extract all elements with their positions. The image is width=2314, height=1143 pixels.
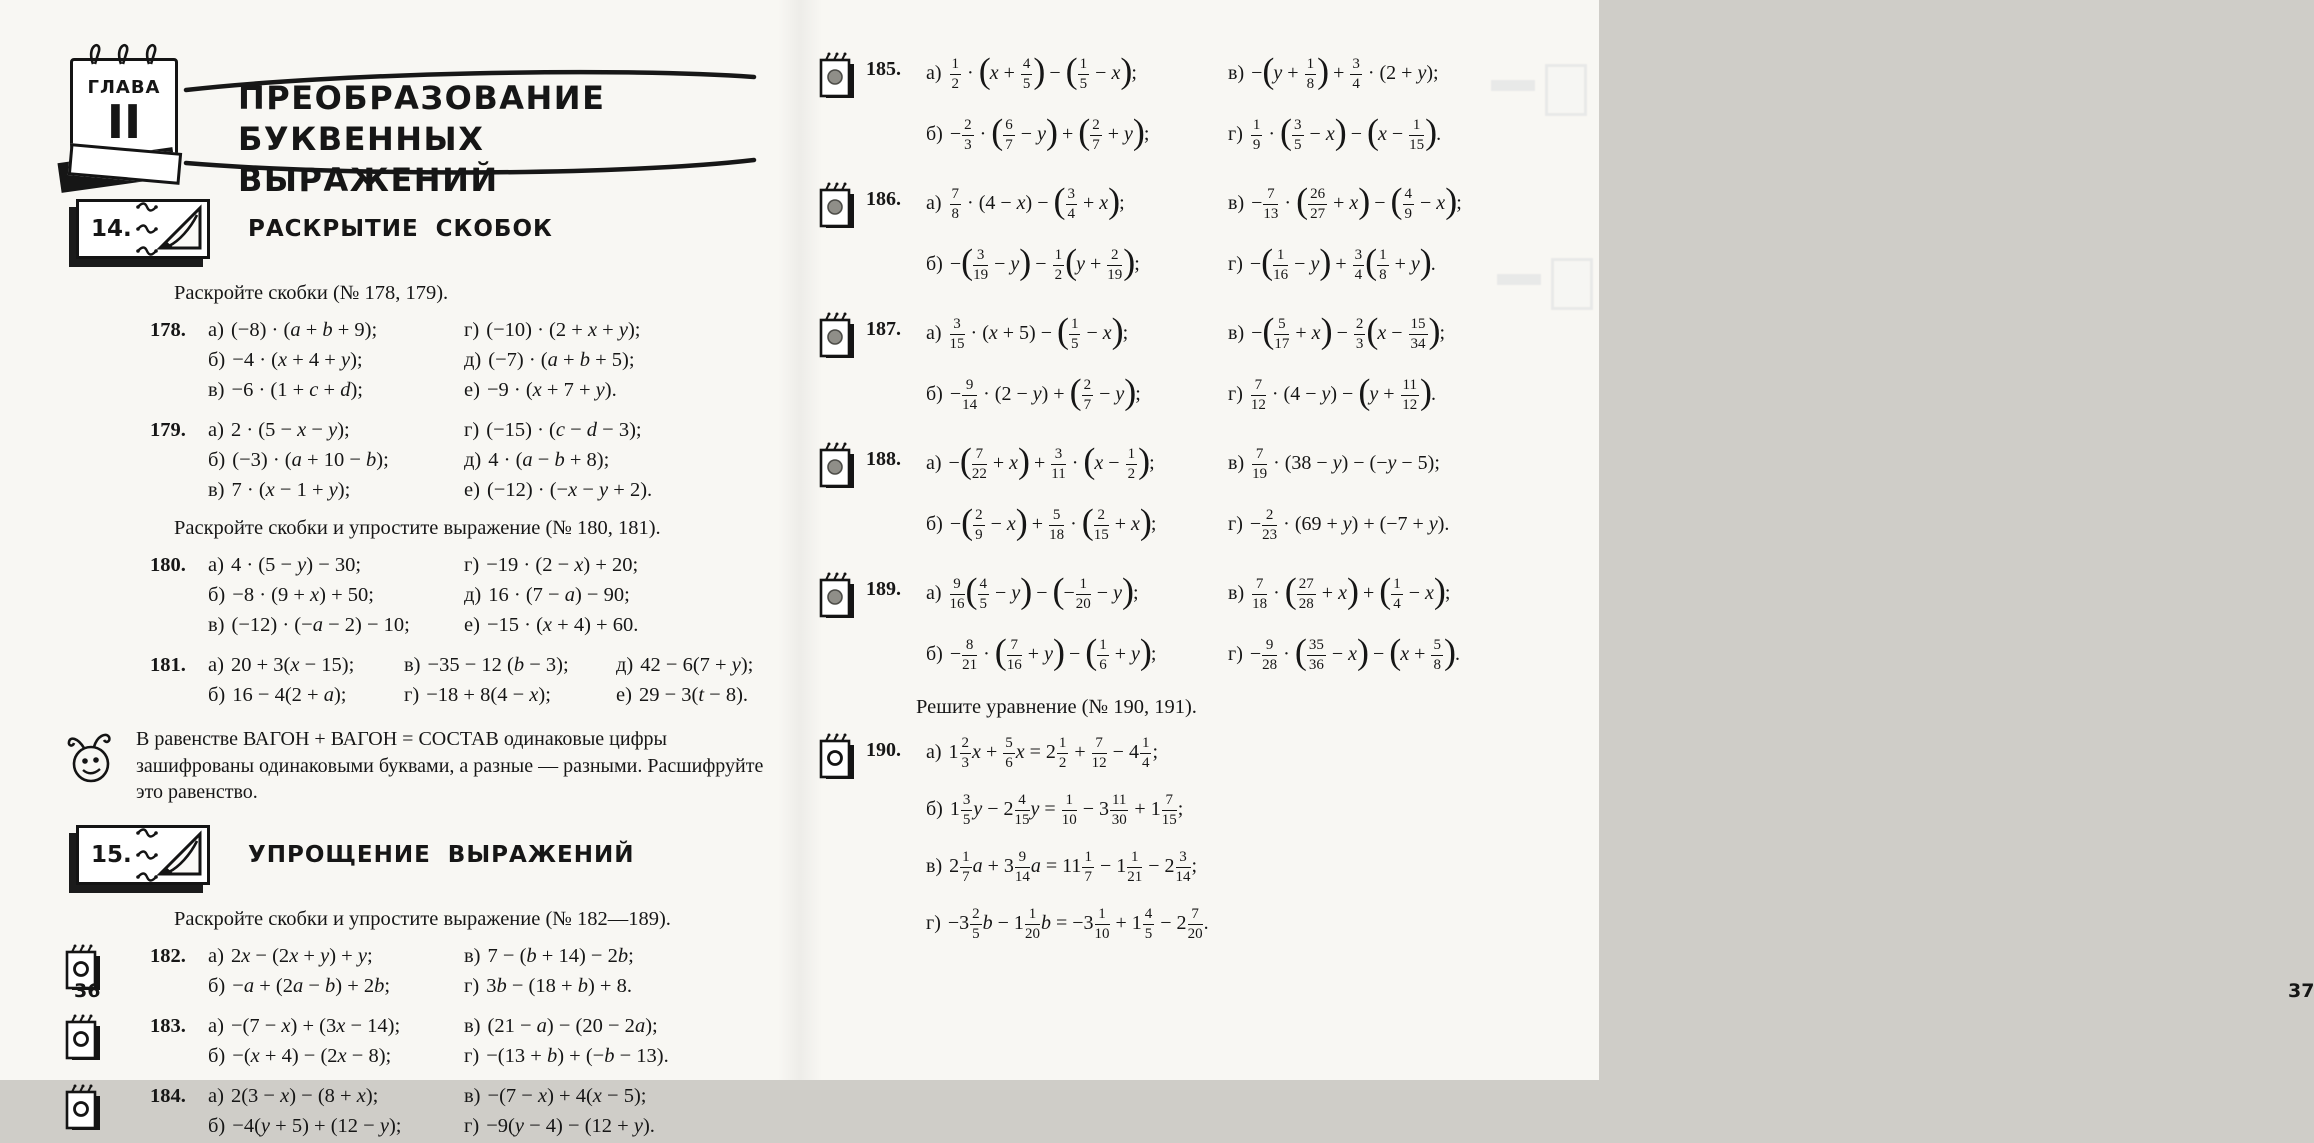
math-expression: $\frac{7}{19}$ · (38 − y) − (−y − 5); — [1252, 446, 1440, 482]
exercise-item — [926, 850, 1197, 885]
exercise-item — [464, 1043, 669, 1070]
page-left — [0, 0, 800, 1137]
item-letter: г) — [1228, 512, 1243, 535]
section-title: УПРОЩЕНИЕ ВЫРАЖЕНИЙ — [248, 841, 635, 868]
exercise-number: 188. — [866, 448, 901, 470]
exercise-number: 181. — [150, 654, 186, 676]
exercise-item — [926, 793, 1183, 828]
math-expression: −9 · (x + 7 + y). — [486, 379, 617, 401]
item-letter: г) — [464, 554, 480, 576]
math-expression: −4(y + 5) + (12 − y); — [232, 1114, 402, 1137]
notebook-dot-icon — [818, 434, 866, 556]
math-expression: 2 · (5 − x − y); — [230, 419, 350, 441]
item-letter: б) — [208, 1114, 226, 1137]
exercise-rows — [208, 1083, 800, 1143]
math-expression: $\frac{7}{12}$ · (4 − y) − (y + $\frac{11}{12}$ ). — [1250, 371, 1436, 413]
spiral-binding-icon — [135, 195, 159, 268]
chapter-banner — [186, 60, 760, 199]
exercise-item — [1228, 241, 1436, 283]
exercise-item — [464, 347, 635, 374]
instruction-text: Решите уравнение (№ 190, 191). — [916, 696, 1197, 718]
exercise-item — [464, 582, 630, 609]
exercise-187 — [818, 304, 1599, 426]
math-expression: 3b − (18 + b) + 8. — [486, 974, 632, 997]
exercise-178 — [64, 317, 800, 407]
exercise-190 — [818, 725, 1599, 953]
exercise-rows — [926, 434, 1599, 556]
math-expression: 29 − 3(t − 8). — [638, 684, 749, 706]
math-expression: 4 · (a − b + 8); — [488, 449, 610, 471]
item-letter: а) — [208, 654, 224, 676]
item-letter: б) — [926, 382, 943, 405]
bug-smiley-icon — [64, 726, 122, 806]
exercise-rows — [926, 44, 1599, 166]
exercise-number: 180. — [150, 554, 186, 576]
exercise-item — [208, 582, 464, 609]
exercise-rows — [208, 652, 800, 712]
item-letter: в) — [208, 379, 225, 401]
item-letter: а) — [208, 419, 224, 441]
math-expression: $\frac{9}{16}$ ( $\frac{4}{5}$ − y) − (− $\frac{1}{20}$ − y); — [949, 570, 1139, 612]
item-letter: в) — [404, 654, 421, 676]
exercise-189 — [818, 564, 1599, 686]
math-expression: $\frac{1}{2}$ · (x + $\frac{4}{5}$ ) − ( $\frac{1}{5}$ − x); — [951, 50, 1137, 92]
item-letter: в) — [1228, 191, 1245, 214]
riddle-text: В равенстве ВАГОН + ВАГОН = СОСТАВ одинаковые цифры зашифрованы одинаковыми буквами, а разные — разными. Расшифруйте это равенство. — [136, 728, 764, 803]
bleed-through-ghost — [1545, 64, 1587, 116]
notebook-dot-icon — [818, 174, 866, 296]
math-expression: −(13 + b) + (−b − 13). — [486, 1044, 669, 1067]
exercise-item — [464, 1113, 655, 1140]
item-letter: б) — [208, 349, 226, 371]
item-letter: в) — [464, 1014, 481, 1037]
math-expression: −8 · (9 + x) + 50; — [232, 584, 374, 606]
exercise-rows — [208, 417, 800, 507]
exercise-number: 179. — [150, 419, 186, 441]
item-letter: а) — [208, 554, 224, 576]
notebook-dot-icon — [818, 304, 866, 426]
exercise-item — [926, 736, 1158, 771]
exercise-item — [926, 241, 1228, 283]
exercise-rows — [208, 552, 800, 642]
exercise-number: 190. — [866, 739, 901, 761]
math-expression: − $\frac{2}{23}$ · (69 + y) + (−7 + y). — [1249, 507, 1450, 543]
item-letter: б) — [926, 512, 943, 535]
exercise-item — [404, 652, 616, 679]
exercise-number: 185. — [866, 58, 901, 80]
exercise-186 — [818, 174, 1599, 296]
page-curl-icon — [157, 831, 203, 882]
exercise-rows — [208, 317, 800, 407]
item-letter: в) — [208, 614, 225, 636]
exercise-number: 183. — [150, 1014, 186, 1037]
exercise-rows — [208, 943, 800, 1003]
page-number-left: 36 — [74, 980, 101, 1002]
exercise-item — [1228, 180, 1462, 222]
math-expression: −4 · (x + 4 + y); — [232, 349, 363, 371]
item-letter: г) — [1228, 382, 1243, 405]
exercise-item — [208, 612, 464, 639]
exercise-item — [464, 417, 642, 444]
item-letter: в) — [1228, 451, 1245, 474]
notebook-ring-icon — [818, 725, 866, 953]
instruction-text: Раскройте скобки и упростите выражение (№ 182—189). — [174, 907, 671, 930]
exercise-item — [208, 1083, 464, 1110]
math-expression: (−15) · (c − d − 3); — [486, 419, 642, 441]
exercise-number: 184. — [150, 1084, 186, 1107]
exercise-number: 182. — [150, 944, 186, 967]
exercise-184 — [64, 1083, 800, 1143]
exercise-item — [1228, 508, 1449, 543]
item-letter: а) — [926, 61, 942, 84]
math-expression: −( $\frac{3}{19}$ − y) − $\frac{1}{2}$ (y + $\frac{2}{19}$ ); — [949, 241, 1140, 283]
chapter-title — [238, 78, 760, 201]
exercise-item — [1228, 310, 1446, 352]
notebook-dot-icon — [818, 44, 866, 166]
item-letter: д) — [464, 584, 482, 606]
math-expression: −(x + 4) − (2x − 8); — [232, 1044, 392, 1067]
math-expression: 1 $\frac{3}{5}$ y − 2 $\frac{4}{15}$ y = $\frac{1}{10}$ − 3 $\frac{11}{30}$ + 1 $\frac{7}{15}$ ; — [949, 792, 1184, 828]
math-expression: $\frac{7}{18}$ · ( $\frac{27}{28}$ + x) + ( $\frac{1}{4}$ − x); — [1252, 570, 1451, 612]
item-letter: б) — [208, 449, 226, 471]
math-expression: 2 $\frac{1}{7}$ a + 3 $\frac{9}{14}$ a = 11 $\frac{1}{7}$ − 1 $\frac{1}{21}$ − 2 $\frac{3}{14}$ ; — [949, 849, 1198, 885]
exercise-item — [616, 682, 748, 709]
exercise-item — [464, 973, 632, 1000]
section-number: 14. — [91, 216, 132, 242]
item-letter: в) — [926, 854, 943, 877]
math-expression: 7 − (b + 14) − 2b; — [487, 944, 634, 967]
item-letter: г) — [1228, 122, 1243, 145]
page-curl-icon — [157, 205, 203, 256]
math-expression: (−12) · (−x − y + 2). — [486, 479, 653, 501]
math-expression: 20 + 3(x − 15); — [230, 654, 355, 676]
math-expression: −35 − 12 (b − 3); — [427, 654, 569, 676]
math-expression: −6 · (1 + c + d); — [231, 379, 363, 401]
exercise-180 — [64, 552, 800, 642]
exercise-item — [464, 1013, 658, 1040]
notebook-ring-icon — [64, 1013, 150, 1073]
icon-spacer — [64, 552, 150, 642]
exercise-item — [1228, 111, 1442, 153]
item-letter: а) — [926, 191, 942, 214]
math-expression: − $\frac{9}{28}$ · ( $\frac{35}{36}$ − x) − (x + $\frac{5}{8}$ ). — [1249, 631, 1460, 673]
section-header — [76, 196, 800, 262]
math-expression: 4 · (5 − y) − 30; — [230, 554, 362, 576]
exercise-item — [464, 447, 609, 474]
exercise-item — [208, 317, 464, 344]
exercise-item — [926, 440, 1228, 482]
exercise-rows — [926, 304, 1599, 426]
exercise-item — [1228, 50, 1439, 92]
item-letter: а) — [208, 1014, 224, 1037]
item-letter: е) — [464, 614, 480, 636]
item-letter: в) — [1228, 581, 1245, 604]
exercise-181 — [64, 652, 800, 712]
item-letter: в) — [464, 944, 481, 967]
item-letter: б) — [208, 684, 226, 706]
exercise-item — [404, 682, 616, 709]
math-expression: 7 · (x − 1 + y); — [231, 479, 351, 501]
item-letter: г) — [464, 419, 480, 441]
exercise-item — [208, 652, 404, 679]
math-expression: $\frac{1}{9}$ · ( $\frac{3}{5}$ − x) − (x − $\frac{1}{15}$ ). — [1252, 111, 1442, 153]
math-expression: 2x − (2x + y) + y; — [230, 944, 373, 967]
item-letter: б) — [208, 974, 226, 997]
exercise-rows — [926, 564, 1599, 686]
chapter-title-line1: ПРЕОБРАЗОВАНИЕ — [238, 79, 606, 117]
spiral-rings-icon — [79, 35, 167, 65]
item-letter: а) — [926, 740, 942, 763]
item-letter: б) — [926, 797, 943, 820]
item-letter: д) — [616, 654, 634, 676]
exercise-item — [464, 943, 634, 970]
math-expression: −3 $\frac{2}{5}$ b − 1 $\frac{1}{20}$ b = −3 $\frac{1}{10}$ + 1 $\frac{4}{5}$ − 2 $\frac{7}{20}$ . — [947, 906, 1209, 942]
math-expression: 2(3 − x) − (8 + x); — [230, 1084, 379, 1107]
item-letter: г) — [464, 319, 480, 341]
exercise-item — [926, 180, 1228, 222]
exercise-item — [208, 1013, 464, 1040]
math-expression: $\frac{3}{15}$ · (x + 5) − ( $\frac{1}{5}$ − x); — [949, 310, 1129, 352]
exercise-183 — [64, 1013, 800, 1073]
exercise-item — [208, 447, 464, 474]
exercise-item — [926, 570, 1228, 612]
item-letter: б) — [926, 642, 943, 665]
item-letter: д) — [464, 349, 482, 371]
item-letter: г) — [464, 1114, 480, 1137]
icon-spacer — [64, 652, 150, 712]
math-expression: $\frac{7}{8}$ · (4 − x) − ( $\frac{3}{4}$ + x); — [951, 180, 1125, 222]
riddle-block — [64, 726, 800, 806]
exercise-item — [1228, 447, 1440, 482]
exercise-item — [1228, 631, 1460, 673]
exercise-179 — [64, 417, 800, 507]
math-expression: (−8) · (a + b + 9); — [230, 319, 378, 341]
item-letter: а) — [208, 1084, 224, 1107]
exercise-item — [926, 501, 1228, 543]
item-letter: б) — [208, 584, 226, 606]
math-expression: −(7 − x) + (3x − 14); — [230, 1014, 401, 1037]
right-page-content — [800, 0, 1599, 953]
math-expression: (−7) · (a + b + 5); — [488, 349, 635, 371]
page-number-right: 37 — [2288, 980, 2314, 1002]
math-expression: 42 − 6(7 + y); — [640, 654, 754, 676]
item-letter: в) — [1228, 321, 1245, 344]
exercise-item — [208, 377, 464, 404]
math-expression: −( $\frac{1}{16}$ − y) + $\frac{3}{4}$ ( $\frac{1}{8}$ + y). — [1249, 241, 1436, 283]
math-expression: 16 · (7 − a) − 90; — [488, 584, 630, 606]
section-header — [76, 822, 800, 888]
notebook-ring-icon — [64, 1083, 150, 1143]
exercise-item — [926, 111, 1228, 153]
math-expression: (−3) · (a + 10 − b); — [232, 449, 389, 471]
item-letter: е) — [464, 479, 480, 501]
exercise-item — [464, 317, 641, 344]
section-title: РАСКРЫТИЕ СКОБОК — [248, 216, 553, 242]
item-letter: а) — [926, 451, 942, 474]
chapter-word: ГЛАВА — [87, 77, 161, 98]
exercise-item — [208, 1113, 464, 1140]
item-letter: в) — [208, 479, 225, 501]
exercise-185 — [818, 44, 1599, 166]
item-letter: а) — [208, 319, 224, 341]
chapter-title-line2: БУКВЕННЫХ ВЫРАЖЕНИЙ — [238, 120, 499, 199]
section-marker — [76, 825, 210, 885]
math-expression: −19 · (2 − x) + 20; — [486, 554, 639, 576]
bleed-through-ghost — [1551, 258, 1593, 310]
math-expression: −9(y − 4) − (12 + y). — [486, 1114, 655, 1137]
exercise-item — [926, 907, 1209, 942]
icon-spacer — [64, 317, 150, 407]
item-letter: а) — [926, 321, 942, 344]
item-letter: в) — [1228, 61, 1245, 84]
math-expression: −( $\frac{7}{22}$ + x) + $\frac{3}{11}$ · (x − $\frac{1}{2}$ ); — [948, 440, 1155, 482]
exercise-item — [464, 477, 652, 504]
exercise-item — [926, 371, 1228, 413]
item-letter: в) — [464, 1084, 481, 1107]
exercise-rows — [208, 1013, 800, 1073]
exercise-rows — [926, 725, 1599, 953]
exercise-item — [1228, 570, 1451, 612]
exercise-item — [464, 377, 617, 404]
instruction-text: Раскройте скобки (№ 178, 179). — [174, 282, 449, 304]
exercise-item — [616, 652, 753, 679]
math-expression: −( $\frac{2}{9}$ − x) + $\frac{5}{18}$ · ( $\frac{2}{15}$ + x); — [949, 501, 1157, 543]
item-letter: г) — [464, 974, 480, 997]
item-letter: б) — [926, 122, 943, 145]
exercise-item — [926, 631, 1228, 673]
exercise-item — [208, 347, 464, 374]
exercise-item — [208, 417, 464, 444]
item-letter: г) — [926, 911, 941, 934]
exercise-number: 186. — [866, 188, 901, 210]
section-number: 15. — [91, 841, 132, 868]
math-expression: (−12) · (−a − 2) − 10; — [231, 614, 410, 636]
math-expression: 1 $\frac{2}{3}$ x + $\frac{5}{6}$ x = 2 $\frac{1}{2}$ + $\frac{7}{12}$ − 4 $\frac{1}{4}$ ; — [948, 735, 1159, 771]
exercise-item — [208, 1043, 464, 1070]
notebook-dot-icon — [818, 564, 866, 686]
item-letter: а) — [208, 944, 224, 967]
item-letter: а) — [926, 581, 942, 604]
math-expression: − $\frac{8}{21}$ · ( $\frac{7}{16}$ + y) − ( $\frac{1}{6}$ + y); — [949, 631, 1157, 673]
math-expression: −(y + $\frac{1}{8}$ ) + $\frac{3}{4}$ · (2 + y); — [1251, 50, 1439, 92]
math-expression: 16 − 4(2 + a); — [232, 684, 347, 706]
math-expression: − $\frac{2}{3}$ · ( $\frac{6}{7}$ − y) + ( $\frac{2}{7}$ + y); — [949, 111, 1150, 153]
item-letter: е) — [616, 684, 632, 706]
chapter-roman-numeral: II — [106, 95, 142, 149]
exercise-item — [1228, 371, 1436, 413]
item-letter: б) — [926, 252, 943, 275]
exercise-number: 187. — [866, 318, 901, 340]
exercise-item — [464, 612, 638, 639]
item-letter: е) — [464, 379, 480, 401]
math-expression: − $\frac{9}{14}$ · (2 − y) + ( $\frac{2}{7}$ − y); — [949, 371, 1141, 413]
exercise-item — [464, 1083, 647, 1110]
math-expression: −15 · (x + 4) + 60. — [486, 614, 639, 636]
math-expression: (21 − a) − (20 − 2a); — [487, 1014, 658, 1037]
math-expression: −18 + 8(4 − x); — [426, 684, 551, 706]
exercise-188 — [818, 434, 1599, 556]
math-expression: −( $\frac{5}{17}$ + x) − $\frac{2}{3}$ (x − $\frac{15}{34}$ ); — [1251, 310, 1446, 352]
item-letter: г) — [404, 684, 420, 706]
instruction-text: Раскройте скобки и упростите выражение (№ 180, 181). — [174, 517, 661, 539]
exercise-item — [926, 310, 1228, 352]
math-expression: − $\frac{7}{13}$ · ( $\frac{26}{27}$ + x) − ( $\frac{4}{9}$ − x); — [1251, 180, 1462, 222]
exercise-item — [464, 552, 638, 579]
exercise-item — [208, 552, 464, 579]
math-expression: −a + (2a − b) + 2b; — [232, 974, 391, 997]
page-right — [800, 0, 2314, 1080]
icon-spacer — [64, 417, 150, 507]
exercise-182 — [64, 943, 800, 1003]
exercise-number: 189. — [866, 578, 901, 600]
exercise-item — [208, 477, 464, 504]
item-letter: д) — [464, 449, 482, 471]
item-letter: г) — [464, 1044, 480, 1067]
spiral-binding-icon — [135, 821, 159, 894]
item-letter: г) — [1228, 252, 1243, 275]
section-marker — [76, 199, 210, 259]
math-expression: (−10) · (2 + x + y); — [486, 319, 641, 341]
exercise-item — [208, 973, 464, 1000]
exercise-item — [926, 50, 1228, 92]
exercise-number: 178. — [150, 319, 186, 341]
item-letter: б) — [208, 1044, 226, 1067]
math-expression: −(7 − x) + 4(x − 5); — [487, 1084, 647, 1107]
exercise-item — [208, 682, 404, 709]
chapter-tab — [70, 58, 178, 168]
exercise-item — [208, 943, 464, 970]
item-letter: г) — [1228, 642, 1243, 665]
